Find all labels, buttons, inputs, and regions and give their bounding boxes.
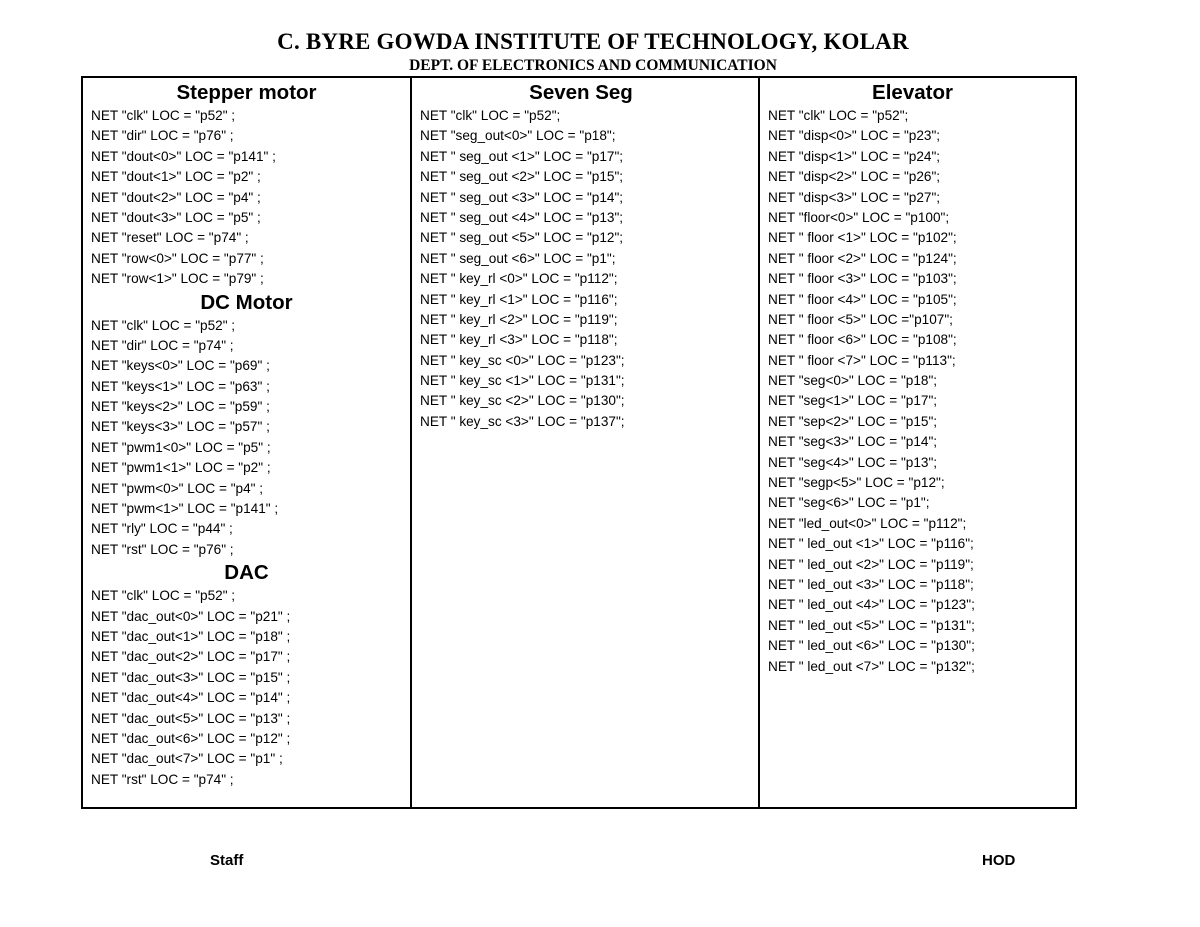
constraint-line: NET "seg<6>" LOC = "p1";	[768, 495, 930, 511]
constraint-line: NET "seg<1>" LOC = "p17";	[768, 393, 938, 409]
constraint-line: NET "dac_out<1>" LOC = "p18" ;	[91, 628, 291, 644]
constraint-line: NET " led_out <2>" LOC = "p119";	[768, 556, 974, 572]
constraint-line: NET " floor <6>" LOC = "p108";	[768, 332, 957, 348]
constraint-line: NET "clk" LOC = "p52" ;	[91, 588, 236, 604]
constraint-line: NET "rst" LOC = "p74" ;	[91, 771, 234, 787]
constraint-line: NET " seg_out <1>" LOC = "p17";	[420, 148, 624, 164]
constraint-line: NET " seg_out <3>" LOC = "p14";	[420, 189, 624, 205]
constraint-line: NET "segp<5>" LOC = "p12";	[768, 475, 945, 491]
constraint-line: NET " led_out <7>" LOC = "p132";	[768, 658, 975, 674]
constraint-line: NET "reset" LOC = "p74" ;	[91, 230, 249, 246]
section-title: Stepper motor	[176, 81, 317, 104]
constraint-line: NET " floor <1>" LOC = "p102";	[768, 230, 957, 246]
constraint-line: NET "rly" LOC = "p44" ;	[91, 521, 233, 537]
constraint-line: NET "dac_out<0>" LOC = "p21" ;	[91, 608, 291, 624]
constraint-line: NET " led_out <4>" LOC = "p123";	[768, 597, 975, 613]
constraint-line: NET " seg_out <4>" LOC = "p13";	[420, 209, 624, 225]
constraint-line: NET "dout<3>" LOC = "p5" ;	[91, 209, 261, 225]
hod-signature-label: HOD	[982, 852, 1016, 869]
constraint-line: NET "seg<4>" LOC = "p13";	[768, 454, 938, 470]
constraint-line: NET " seg_out <2>" LOC = "p15";	[420, 169, 624, 185]
constraint-line: NET " floor <3>" LOC = "p103";	[768, 271, 957, 287]
pin-assignment-table	[81, 76, 1077, 809]
constraint-line: NET " key_rl <0>" LOC = "p112";	[420, 271, 618, 287]
column-right	[758, 78, 1075, 807]
constraint-line: NET "sep<2>" LOC = "p15";	[768, 413, 938, 429]
constraint-line: NET " floor <7>" LOC = "p113";	[768, 352, 956, 368]
constraint-line: NET "keys<2>" LOC = "p59" ;	[91, 399, 270, 415]
constraint-line: NET "disp<1>" LOC = "p24";	[768, 148, 941, 164]
section-dac	[91, 560, 410, 790]
section-title: DC Motor	[200, 290, 293, 314]
department-subtitle: DEPT. OF ELECTRONICS AND COMMUNICATION	[409, 57, 777, 74]
section-stepper-motor	[91, 80, 410, 290]
constraint-line: NET " key_sc <3>" LOC = "p137";	[420, 413, 625, 429]
section-title: Elevator	[872, 81, 953, 104]
constraint-line: NET "disp<3>" LOC = "p27";	[768, 189, 941, 205]
constraint-line: NET " key_rl <2>" LOC = "p119";	[420, 311, 618, 327]
constraint-line: NET " key_sc <0>" LOC = "p123";	[420, 352, 625, 368]
constraint-line: NET "dac_out<5>" LOC = "p13" ;	[91, 710, 291, 726]
constraint-line: NET "clk" LOC = "p52" ;	[91, 108, 236, 123]
constraint-line: NET "dout<1>" LOC = "p2" ;	[91, 169, 261, 185]
section-title: DAC	[224, 561, 269, 585]
constraint-line: NET "dir" LOC = "p74" ;	[91, 337, 234, 353]
column-middle	[410, 78, 758, 807]
constraint-line: NET " led_out <5>" LOC = "p131";	[768, 617, 975, 633]
constraint-line: NET " key_rl <3>" LOC = "p118";	[420, 332, 618, 348]
constraint-line: NET "floor<0>" LOC = "p100";	[768, 209, 950, 225]
constraint-line: NET "rst" LOC = "p76" ;	[91, 541, 234, 557]
section-dc-motor	[91, 290, 410, 561]
constraint-line: NET "dir" LOC = "p76" ;	[91, 128, 234, 144]
constraint-line: NET "seg<0>" LOC = "p18";	[768, 373, 938, 389]
constraint-line: NET "dac_out<3>" LOC = "p15" ;	[91, 669, 291, 685]
constraint-line: NET "clk" LOC = "p52";	[768, 108, 909, 123]
constraint-line: NET " led_out <6>" LOC = "p130";	[768, 638, 975, 654]
constraint-line: NET "keys<0>" LOC = "p69" ;	[91, 358, 270, 374]
section-title: Seven Seg	[529, 81, 633, 104]
constraint-line: NET "dac_out<4>" LOC = "p14" ;	[91, 690, 291, 706]
constraint-line: NET "disp<0>" LOC = "p23";	[768, 128, 941, 144]
constraint-line: NET "dac_out<2>" LOC = "p17" ;	[91, 649, 291, 665]
institute-title: C. BYRE GOWDA INSTITUTE OF TECHNOLOGY, KOLAR	[277, 29, 909, 54]
constraint-line: NET "keys<1>" LOC = "p63" ;	[91, 378, 270, 394]
constraint-line: NET " key_sc <2>" LOC = "p130";	[420, 393, 625, 409]
constraint-line: NET "disp<2>" LOC = "p26";	[768, 169, 941, 185]
constraint-line: NET " led_out <3>" LOC = "p118";	[768, 576, 974, 592]
constraint-line: NET "keys<3>" LOC = "p57" ;	[91, 419, 270, 435]
constraint-line: NET "row<0>" LOC = "p77" ;	[91, 250, 264, 266]
constraint-line: NET " floor <2>" LOC = "p124";	[768, 250, 957, 266]
section-seven-seg	[420, 80, 758, 432]
constraint-line: NET " floor <4>" LOC = "p105";	[768, 291, 957, 307]
constraint-line: NET "dac_out<6>" LOC = "p12" ;	[91, 730, 291, 746]
constraint-line: NET "dac_out<7>" LOC = "p1" ;	[91, 751, 283, 767]
constraint-line: NET " key_sc <1>" LOC = "p131";	[420, 373, 625, 389]
constraint-line: NET "row<1>" LOC = "p79" ;	[91, 271, 264, 287]
constraint-line: NET " seg_out <5>" LOC = "p12";	[420, 230, 624, 246]
constraint-line: NET "dout<0>" LOC = "p141" ;	[91, 148, 276, 164]
constraint-line: NET "pwm<1>" LOC = "p141" ;	[91, 501, 279, 517]
constraint-line: NET "clk" LOC = "p52" ;	[91, 317, 236, 333]
constraint-line: NET "pwm<0>" LOC = "p4" ;	[91, 480, 264, 496]
staff-signature-label: Staff	[210, 852, 244, 869]
column-left	[83, 78, 410, 807]
constraint-line: NET "pwm1<0>" LOC = "p5" ;	[91, 439, 271, 455]
constraint-line: NET "clk" LOC = "p52";	[420, 108, 561, 123]
constraint-line: NET " key_rl <1>" LOC = "p116";	[420, 291, 618, 307]
constraint-line: NET "seg<3>" LOC = "p14";	[768, 434, 938, 450]
constraint-line: NET " led_out <1>" LOC = "p116";	[768, 536, 974, 552]
constraint-line: NET "pwm1<1>" LOC = "p2" ;	[91, 460, 271, 476]
constraint-line: NET " floor <5>" LOC ="p107";	[768, 311, 953, 327]
constraint-line: NET "seg_out<0>" LOC = "p18";	[420, 128, 616, 144]
section-elevator	[768, 80, 1075, 677]
constraint-line: NET "dout<2>" LOC = "p4" ;	[91, 189, 261, 205]
constraint-line: NET "led_out<0>" LOC = "p112";	[768, 515, 967, 531]
constraint-line: NET " seg_out <6>" LOC = "p1";	[420, 250, 616, 266]
